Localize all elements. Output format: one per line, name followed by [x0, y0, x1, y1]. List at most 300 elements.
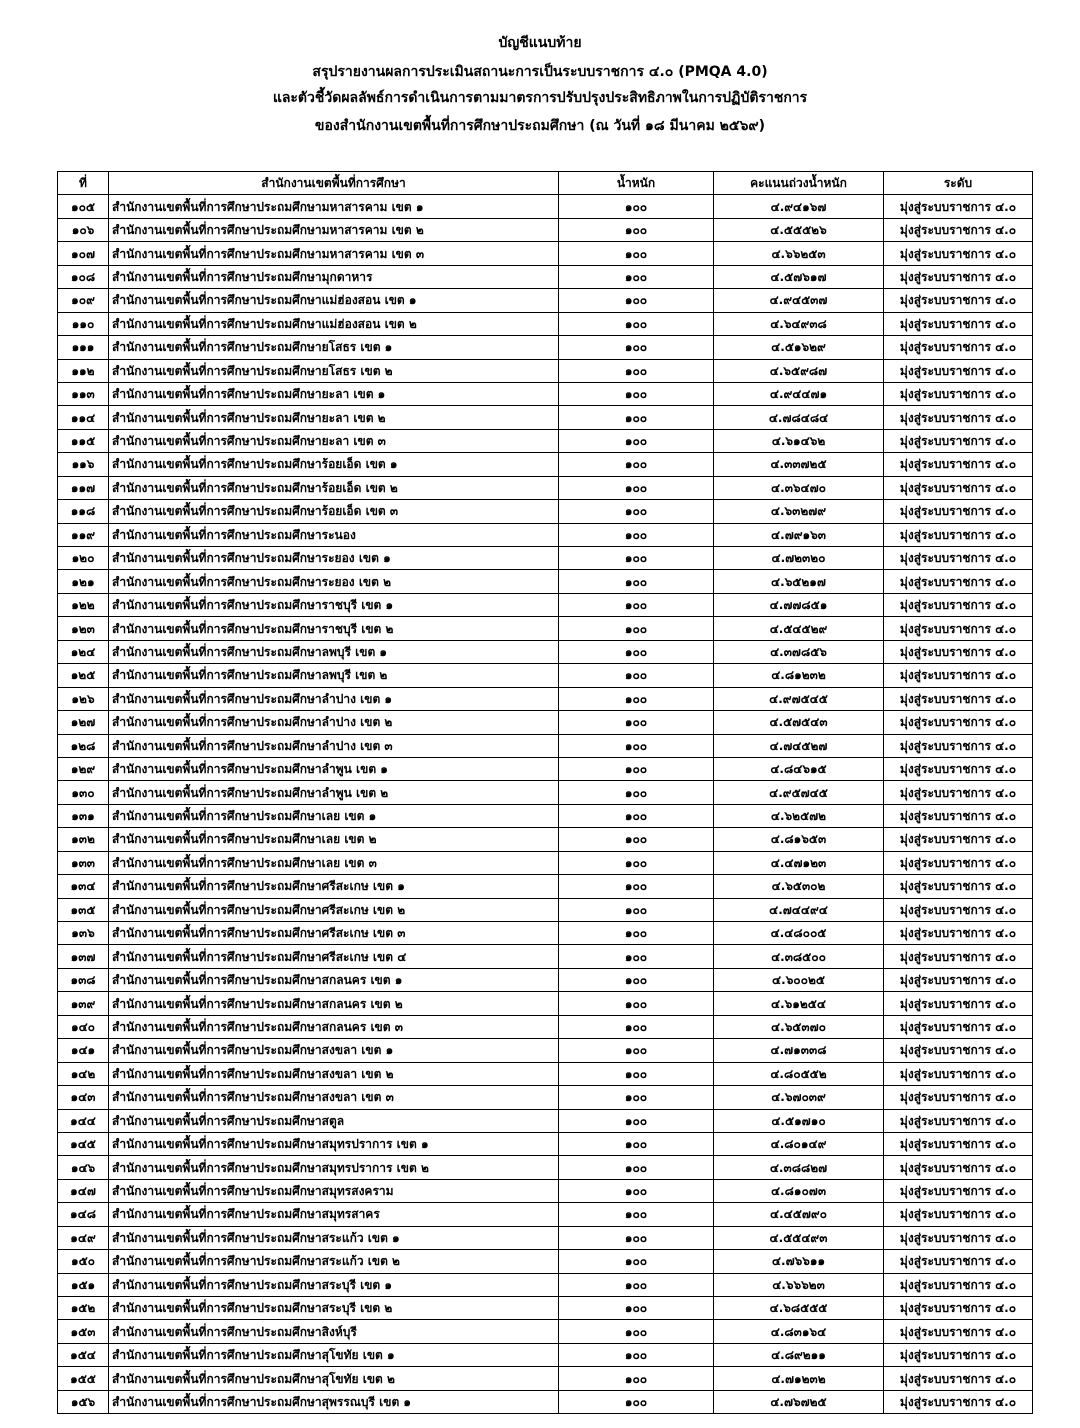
table-row: [58, 922, 1033, 945]
row-number: ๑๑๘: [58, 500, 109, 523]
table-row: [58, 711, 1033, 734]
table-row: [58, 1297, 1033, 1320]
row-number: ๑๔๗: [58, 1179, 109, 1202]
level-cell: มุ่งสู่ระบบราชการ ๔.๐: [884, 406, 1033, 429]
table-row: [58, 804, 1033, 827]
weighted-score-cell: ๔.๗๙๑๖๓: [714, 523, 884, 546]
level-cell: มุ่งสู่ระบบราชการ ๔.๐: [884, 1367, 1033, 1390]
office-name: สำนักงานเขตพื้นที่การศึกษาประถมศึกษาสระบุรี เขต ๒: [109, 1297, 559, 1320]
weight-cell: ๑๐๐: [559, 1320, 714, 1343]
weight-cell: ๑๐๐: [559, 711, 714, 734]
weight-cell: ๑๐๐: [559, 429, 714, 452]
level-cell: มุ่งสู่ระบบราชการ ๔.๐: [884, 1109, 1033, 1132]
weight-cell: ๑๐๐: [559, 593, 714, 616]
office-name: สำนักงานเขตพื้นที่การศึกษาประถมศึกษาศรีสะเกษ เขต ๔: [109, 945, 559, 968]
level-cell: มุ่งสู่ระบบราชการ ๔.๐: [884, 711, 1033, 734]
weighted-score-cell: ๔.๙๔๕๓๗: [714, 289, 884, 312]
row-number: ๑๒๓: [58, 617, 109, 640]
weight-cell: ๑๐๐: [559, 922, 714, 945]
weighted-score-cell: ๔.๘๑๒๓๒: [714, 664, 884, 687]
weight-cell: ๑๐๐: [559, 1062, 714, 1085]
row-number: ๑๕๖: [58, 1390, 109, 1413]
weight-cell: ๑๐๐: [559, 265, 714, 288]
row-number: ๑๒๖: [58, 687, 109, 710]
weighted-score-cell: ๔.๖๕๒๑๗: [714, 570, 884, 593]
table-row: [58, 1203, 1033, 1226]
row-number: ๑๐๕: [58, 195, 109, 218]
weighted-score-cell: ๔.๖๑๔๖๒: [714, 429, 884, 452]
column-header-level: ระดับ: [884, 172, 1033, 195]
row-number: ๑๒๐: [58, 547, 109, 570]
weight-cell: ๑๐๐: [559, 312, 714, 335]
weighted-score-cell: ๔.๖๕๙๘๗: [714, 359, 884, 382]
level-cell: มุ่งสู่ระบบราชการ ๔.๐: [884, 476, 1033, 499]
row-number: ๑๔๘: [58, 1203, 109, 1226]
row-number: ๑๑๓: [58, 382, 109, 405]
office-name: สำนักงานเขตพื้นที่การศึกษาประถมศึกษาราชบุรี เขต ๒: [109, 617, 559, 640]
office-name: สำนักงานเขตพื้นที่การศึกษาประถมศึกษาเลย เขต ๒: [109, 828, 559, 851]
row-number: ๑๑๕: [58, 429, 109, 452]
office-name: สำนักงานเขตพื้นที่การศึกษาประถมศึกษาศรีสะเกษ เขต ๓: [109, 922, 559, 945]
table-row: [58, 1156, 1033, 1179]
level-cell: มุ่งสู่ระบบราชการ ๔.๐: [884, 1203, 1033, 1226]
level-cell: มุ่งสู่ระบบราชการ ๔.๐: [884, 851, 1033, 874]
row-number: ๑๓๐: [58, 781, 109, 804]
row-number: ๑๒๘: [58, 734, 109, 757]
weight-cell: ๑๐๐: [559, 875, 714, 898]
table-row: [58, 336, 1033, 359]
weight-cell: ๑๐๐: [559, 945, 714, 968]
weighted-score-cell: ๔.๔๗๑๒๓: [714, 851, 884, 874]
level-cell: มุ่งสู่ระบบราชการ ๔.๐: [884, 992, 1033, 1015]
row-number: ๑๓๗: [58, 945, 109, 968]
weight-cell: ๑๐๐: [559, 195, 714, 218]
level-cell: มุ่งสู่ระบบราชการ ๔.๐: [884, 1297, 1033, 1320]
weighted-score-cell: ๔.๙๔๑๖๗: [714, 195, 884, 218]
table-row: [58, 1062, 1033, 1085]
weight-cell: ๑๐๐: [559, 804, 714, 827]
level-cell: มุ่งสู่ระบบราชการ ๔.๐: [884, 828, 1033, 851]
office-name: สำนักงานเขตพื้นที่การศึกษาประถมศึกษามหาสารคาม เขต ๒: [109, 218, 559, 241]
table-row: [58, 851, 1033, 874]
table-row: [58, 1226, 1033, 1249]
table-row: [58, 781, 1033, 804]
table-row: [58, 687, 1033, 710]
table-row: [58, 265, 1033, 288]
office-name: สำนักงานเขตพื้นที่การศึกษาประถมศึกษาสระบุรี เขต ๑: [109, 1273, 559, 1296]
weight-cell: ๑๐๐: [559, 1390, 714, 1413]
weight-cell: ๑๐๐: [559, 1367, 714, 1390]
weighted-score-cell: ๔.๗๑๓๓๘: [714, 1039, 884, 1062]
column-header-office: สำนักงานเขตพื้นที่การศึกษา: [109, 172, 559, 195]
level-cell: มุ่งสู่ระบบราชการ ๔.๐: [884, 1156, 1033, 1179]
row-number: ๑๑๗: [58, 476, 109, 499]
row-number: ๑๔๖: [58, 1156, 109, 1179]
table-row: [58, 500, 1033, 523]
weight-cell: ๑๐๐: [559, 1250, 714, 1273]
weighted-score-cell: ๔.๕๕๔๙๓: [714, 1226, 884, 1249]
row-number: ๑๑๑: [58, 336, 109, 359]
office-name: สำนักงานเขตพื้นที่การศึกษาประถมศึกษาศรีสะเกษ เขต ๑: [109, 875, 559, 898]
table-row: [58, 1367, 1033, 1390]
level-cell: มุ่งสู่ระบบราชการ ๔.๐: [884, 875, 1033, 898]
level-cell: มุ่งสู่ระบบราชการ ๔.๐: [884, 312, 1033, 335]
level-cell: มุ่งสู่ระบบราชการ ๔.๐: [884, 1062, 1033, 1085]
weighted-score-cell: ๔.๘๐๑๔๙: [714, 1132, 884, 1155]
level-cell: มุ่งสู่ระบบราชการ ๔.๐: [884, 617, 1033, 640]
table-row: [58, 617, 1033, 640]
office-name: สำนักงานเขตพื้นที่การศึกษาประถมศึกษาสมุทรสาคร: [109, 1203, 559, 1226]
office-name: สำนักงานเขตพื้นที่การศึกษาประถมศึกษามุกดาหาร: [109, 265, 559, 288]
office-name: สำนักงานเขตพื้นที่การศึกษาประถมศึกษาลพบุรี เขต ๒: [109, 664, 559, 687]
table-row: [58, 1273, 1033, 1296]
level-cell: มุ่งสู่ระบบราชการ ๔.๐: [884, 382, 1033, 405]
weight-cell: ๑๐๐: [559, 1086, 714, 1109]
weighted-score-cell: ๔.๖๖๒๕๓: [714, 242, 884, 265]
level-cell: มุ่งสู่ระบบราชการ ๔.๐: [884, 1039, 1033, 1062]
table-row: [58, 992, 1033, 1015]
document-subtitle-1: สรุปรายงานผลการประเมินสถานะการเป็นระบบราชการ ๔.๐ (PMQA 4.0): [312, 64, 768, 80]
level-cell: มุ่งสู่ระบบราชการ ๔.๐: [884, 195, 1033, 218]
level-cell: มุ่งสู่ระบบราชการ ๔.๐: [884, 289, 1033, 312]
level-cell: มุ่งสู่ระบบราชการ ๔.๐: [884, 500, 1033, 523]
office-name: สำนักงานเขตพื้นที่การศึกษาประถมศึกษาระยอง เขต ๑: [109, 547, 559, 570]
table-row: [58, 945, 1033, 968]
weight-cell: ๑๐๐: [559, 1132, 714, 1155]
row-number: ๑๒๕: [58, 664, 109, 687]
weighted-score-cell: ๔.๖๓๒๗๙: [714, 500, 884, 523]
weighted-score-cell: ๔.๖๐๐๒๕: [714, 968, 884, 991]
weight-cell: ๑๐๐: [559, 1179, 714, 1202]
row-number: ๑๓๒: [58, 828, 109, 851]
document-header: [0, 30, 1080, 139]
level-cell: มุ่งสู่ระบบราชการ ๔.๐: [884, 265, 1033, 288]
table-row: [58, 1343, 1033, 1366]
weighted-score-cell: ๔.๓๓๗๒๕: [714, 453, 884, 476]
weight-cell: ๑๐๐: [559, 757, 714, 780]
weighted-score-cell: ๔.๙๗๕๔๕: [714, 687, 884, 710]
level-cell: มุ่งสู่ระบบราชการ ๔.๐: [884, 336, 1033, 359]
weight-cell: ๑๐๐: [559, 1297, 714, 1320]
level-cell: มุ่งสู่ระบบราชการ ๔.๐: [884, 429, 1033, 452]
office-name: สำนักงานเขตพื้นที่การศึกษาประถมศึกษายะลา เขต ๒: [109, 406, 559, 429]
row-number: ๑๕๒: [58, 1297, 109, 1320]
table-row: [58, 218, 1033, 241]
office-name: สำนักงานเขตพื้นที่การศึกษาประถมศึกษาสตูล: [109, 1109, 559, 1132]
weighted-score-cell: ๔.๗๗๘๕๑: [714, 593, 884, 616]
weighted-score-cell: ๔.๘๓๑๖๔: [714, 1320, 884, 1343]
office-name: สำนักงานเขตพื้นที่การศึกษาประถมศึกษาสระแก้ว เขต ๒: [109, 1250, 559, 1273]
weight-cell: ๑๐๐: [559, 1226, 714, 1249]
weighted-score-cell: ๔.๗๖๗๒๕: [714, 1390, 884, 1413]
row-number: ๑๒๑: [58, 570, 109, 593]
level-cell: มุ่งสู่ระบบราชการ ๔.๐: [884, 593, 1033, 616]
office-name: สำนักงานเขตพื้นที่การศึกษาประถมศึกษาสกลนคร เขต ๓: [109, 1015, 559, 1038]
office-name: สำนักงานเขตพื้นที่การศึกษาประถมศึกษาราชบุรี เขต ๑: [109, 593, 559, 616]
weighted-score-cell: ๔.๖๕๓๗๐: [714, 1015, 884, 1038]
level-cell: มุ่งสู่ระบบราชการ ๔.๐: [884, 218, 1033, 241]
row-number: ๑๑๙: [58, 523, 109, 546]
level-cell: มุ่งสู่ระบบราชการ ๔.๐: [884, 640, 1033, 663]
row-number: ๑๔๙: [58, 1226, 109, 1249]
table-row: [58, 1250, 1033, 1273]
row-number: ๑๔๕: [58, 1132, 109, 1155]
weighted-score-cell: ๔.๖๔๙๓๘: [714, 312, 884, 335]
office-name: สำนักงานเขตพื้นที่การศึกษาประถมศึกษาสงขลา เขต ๒: [109, 1062, 559, 1085]
weighted-score-cell: ๔.๗๔๕๒๗: [714, 734, 884, 757]
office-name: สำนักงานเขตพื้นที่การศึกษาประถมศึกษาสงขลา เขต ๓: [109, 1086, 559, 1109]
level-cell: มุ่งสู่ระบบราชการ ๔.๐: [884, 1086, 1033, 1109]
weight-cell: ๑๐๐: [559, 734, 714, 757]
level-cell: มุ่งสู่ระบบราชการ ๔.๐: [884, 804, 1033, 827]
row-number: ๑๕๓: [58, 1320, 109, 1343]
level-cell: มุ่งสู่ระบบราชการ ๔.๐: [884, 687, 1033, 710]
weighted-score-cell: ๔.๓๖๔๗๐: [714, 476, 884, 499]
office-name: สำนักงานเขตพื้นที่การศึกษาประถมศึกษามหาสารคาม เขต ๑: [109, 195, 559, 218]
table-row: [58, 359, 1033, 382]
weighted-score-cell: ๔.๖๒๕๗๒: [714, 804, 884, 827]
row-number: ๑๕๕: [58, 1367, 109, 1390]
weight-cell: ๑๐๐: [559, 242, 714, 265]
row-number: ๑๐๖: [58, 218, 109, 241]
weight-cell: ๑๐๐: [559, 664, 714, 687]
weight-cell: ๑๐๐: [559, 828, 714, 851]
row-number: ๑๐๘: [58, 265, 109, 288]
weighted-score-cell: ๔.๔๘๐๐๕: [714, 922, 884, 945]
row-number: ๑๒๒: [58, 593, 109, 616]
row-number: ๑๐๙: [58, 289, 109, 312]
table-row: [58, 640, 1033, 663]
weight-cell: ๑๐๐: [559, 1109, 714, 1132]
table-row: [58, 968, 1033, 991]
office-name: สำนักงานเขตพื้นที่การศึกษาประถมศึกษาร้อยเอ็ด เขต ๓: [109, 500, 559, 523]
office-name: สำนักงานเขตพื้นที่การศึกษาประถมศึกษาลำปาง เขต ๑: [109, 687, 559, 710]
table-body: [58, 195, 1033, 1414]
table-row: [58, 593, 1033, 616]
office-name: สำนักงานเขตพื้นที่การศึกษาประถมศึกษายะลา เขต ๓: [109, 429, 559, 452]
results-table: [57, 171, 1033, 1414]
column-header-no: ที่: [58, 172, 109, 195]
table-row: [58, 898, 1033, 921]
level-cell: มุ่งสู่ระบบราชการ ๔.๐: [884, 664, 1033, 687]
office-name: สำนักงานเขตพื้นที่การศึกษาประถมศึกษาสุพรรณบุรี เขต ๑: [109, 1390, 559, 1413]
table-row: [58, 523, 1033, 546]
weighted-score-cell: ๔.๘๐๕๕๒: [714, 1062, 884, 1085]
weighted-score-cell: ๔.๗๖๖๑๑: [714, 1250, 884, 1273]
table-row: [58, 195, 1033, 218]
table-row: [58, 1086, 1033, 1109]
level-cell: มุ่งสู่ระบบราชการ ๔.๐: [884, 1250, 1033, 1273]
row-number: ๑๔๔: [58, 1109, 109, 1132]
level-cell: มุ่งสู่ระบบราชการ ๔.๐: [884, 898, 1033, 921]
table-row: [58, 1039, 1033, 1062]
office-name: สำนักงานเขตพื้นที่การศึกษาประถมศึกษาลำพูน เขต ๒: [109, 781, 559, 804]
level-cell: มุ่งสู่ระบบราชการ ๔.๐: [884, 922, 1033, 945]
row-number: ๑๔๐: [58, 1015, 109, 1038]
row-number: ๑๓๘: [58, 968, 109, 991]
weighted-score-cell: ๔.๗๔๔๙๔: [714, 898, 884, 921]
office-name: สำนักงานเขตพื้นที่การศึกษาประถมศึกษายะลา เขต ๑: [109, 382, 559, 405]
office-name: สำนักงานเขตพื้นที่การศึกษาประถมศึกษาเลย เขต ๑: [109, 804, 559, 827]
row-number: ๑๓๑: [58, 804, 109, 827]
level-cell: มุ่งสู่ระบบราชการ ๔.๐: [884, 1015, 1033, 1038]
weighted-score-cell: ๔.๘๑๐๗๓: [714, 1179, 884, 1202]
level-cell: มุ่งสู่ระบบราชการ ๔.๐: [884, 1343, 1033, 1366]
table-row: [58, 1132, 1033, 1155]
row-number: ๑๒๙: [58, 757, 109, 780]
table-row: [58, 382, 1033, 405]
weight-cell: ๑๐๐: [559, 1273, 714, 1296]
weight-cell: ๑๐๐: [559, 406, 714, 429]
weight-cell: ๑๐๐: [559, 851, 714, 874]
row-number: ๑๓๙: [58, 992, 109, 1015]
weight-cell: ๑๐๐: [559, 218, 714, 241]
office-name: สำนักงานเขตพื้นที่การศึกษาประถมศึกษาร้อยเอ็ด เขต ๑: [109, 453, 559, 476]
office-name: สำนักงานเขตพื้นที่การศึกษาประถมศึกษาระนอง: [109, 523, 559, 546]
office-name: สำนักงานเขตพื้นที่การศึกษาประถมศึกษาระยอง เขต ๒: [109, 570, 559, 593]
weighted-score-cell: ๔.๕๑๗๑๐: [714, 1109, 884, 1132]
office-name: สำนักงานเขตพื้นที่การศึกษาประถมศึกษาสงขลา เขต ๑: [109, 1039, 559, 1062]
row-number: ๑๓๓: [58, 851, 109, 874]
table-row: [58, 734, 1033, 757]
document-subtitle-2: และตัวชี้วัดผลลัพธ์การดำเนินการตามมาตรการปรับปรุงประสิทธิภาพในการปฏิบัติราชการ: [272, 90, 808, 106]
document-subtitle-3: ของสำนักงานเขตพื้นที่การศึกษาประถมศึกษา (ณ วันที่ ๑๘ มีนาคม ๒๕๖๙): [314, 118, 766, 134]
weighted-score-cell: ๔.๕๑๖๒๙: [714, 336, 884, 359]
weight-cell: ๑๐๐: [559, 476, 714, 499]
table-row: [58, 664, 1033, 687]
office-name: สำนักงานเขตพื้นที่การศึกษาประถมศึกษาร้อยเอ็ด เขต ๒: [109, 476, 559, 499]
weight-cell: ๑๐๐: [559, 781, 714, 804]
table-row: [58, 453, 1033, 476]
weight-cell: ๑๐๐: [559, 968, 714, 991]
weighted-score-cell: ๔.๕๗๖๑๗: [714, 265, 884, 288]
row-number: ๑๔๑: [58, 1039, 109, 1062]
office-name: สำนักงานเขตพื้นที่การศึกษาประถมศึกษาสกลนคร เขต ๑: [109, 968, 559, 991]
level-cell: มุ่งสู่ระบบราชการ ๔.๐: [884, 968, 1033, 991]
weight-cell: ๑๐๐: [559, 1203, 714, 1226]
row-number: ๑๓๔: [58, 875, 109, 898]
weight-cell: ๑๐๐: [559, 523, 714, 546]
document-title: บัญชีแนบท้าย: [498, 35, 582, 51]
weighted-score-cell: ๔.๕๗๕๔๓: [714, 711, 884, 734]
row-number: ๑๑๒: [58, 359, 109, 382]
table-row: [58, 289, 1033, 312]
office-name: สำนักงานเขตพื้นที่การศึกษาประถมศึกษาลำปาง เขต ๓: [109, 734, 559, 757]
table-row: [58, 312, 1033, 335]
row-number: ๑๔๒: [58, 1062, 109, 1085]
level-cell: มุ่งสู่ระบบราชการ ๔.๐: [884, 1320, 1033, 1343]
row-number: ๑๕๔: [58, 1343, 109, 1366]
level-cell: มุ่งสู่ระบบราชการ ๔.๐: [884, 1179, 1033, 1202]
level-cell: มุ่งสู่ระบบราชการ ๔.๐: [884, 757, 1033, 780]
office-name: สำนักงานเขตพื้นที่การศึกษาประถมศึกษาศรีสะเกษ เขต ๒: [109, 898, 559, 921]
weighted-score-cell: ๔.๓๗๘๕๖: [714, 640, 884, 663]
row-number: ๑๑๐: [58, 312, 109, 335]
office-name: สำนักงานเขตพื้นที่การศึกษาประถมศึกษาสกลนคร เขต ๒: [109, 992, 559, 1015]
table-row: [58, 875, 1033, 898]
weighted-score-cell: ๔.๗๑๒๓๒: [714, 1367, 884, 1390]
office-name: สำนักงานเขตพื้นที่การศึกษาประถมศึกษาลำพูน เขต ๑: [109, 757, 559, 780]
level-cell: มุ่งสู่ระบบราชการ ๔.๐: [884, 945, 1033, 968]
weight-cell: ๑๐๐: [559, 547, 714, 570]
weight-cell: ๑๐๐: [559, 500, 714, 523]
table-row: [58, 757, 1033, 780]
level-cell: มุ่งสู่ระบบราชการ ๔.๐: [884, 547, 1033, 570]
weight-cell: ๑๐๐: [559, 570, 714, 593]
weighted-score-cell: ๔.๓๘๕๐๐: [714, 945, 884, 968]
level-cell: มุ่งสู่ระบบราชการ ๔.๐: [884, 1132, 1033, 1155]
weighted-score-cell: ๔.๓๘๘๒๗: [714, 1156, 884, 1179]
level-cell: มุ่งสู่ระบบราชการ ๔.๐: [884, 781, 1033, 804]
weighted-score-cell: ๔.๖๘๕๕๕: [714, 1297, 884, 1320]
table-row: [58, 570, 1033, 593]
row-number: ๑๒๔: [58, 640, 109, 663]
weighted-score-cell: ๔.๘๔๖๑๕: [714, 757, 884, 780]
office-name: สำนักงานเขตพื้นที่การศึกษาประถมศึกษาเลย เขต ๓: [109, 851, 559, 874]
weighted-score-cell: ๔.๘๙๒๑๑: [714, 1343, 884, 1366]
office-name: สำนักงานเขตพื้นที่การศึกษาประถมศึกษายโสธร เขต ๒: [109, 359, 559, 382]
row-number: ๑๑๔: [58, 406, 109, 429]
weighted-score-cell: ๔.๕๕๕๒๖: [714, 218, 884, 241]
weight-cell: ๑๐๐: [559, 687, 714, 710]
row-number: ๑๓๖: [58, 922, 109, 945]
level-cell: มุ่งสู่ระบบราชการ ๔.๐: [884, 734, 1033, 757]
weighted-score-cell: ๔.๖๑๒๕๔: [714, 992, 884, 1015]
level-cell: มุ่งสู่ระบบราชการ ๔.๐: [884, 1226, 1033, 1249]
weight-cell: ๑๐๐: [559, 898, 714, 921]
level-cell: มุ่งสู่ระบบราชการ ๔.๐: [884, 523, 1033, 546]
weighted-score-cell: ๔.๖๕๓๐๒: [714, 875, 884, 898]
weight-cell: ๑๐๐: [559, 382, 714, 405]
level-cell: มุ่งสู่ระบบราชการ ๔.๐: [884, 570, 1033, 593]
office-name: สำนักงานเขตพื้นที่การศึกษาประถมศึกษาสุโขทัย เขต ๑: [109, 1343, 559, 1366]
level-cell: มุ่งสู่ระบบราชการ ๔.๐: [884, 1273, 1033, 1296]
office-name: สำนักงานเขตพื้นที่การศึกษาประถมศึกษาสมุทรปราการ เขต ๑: [109, 1132, 559, 1155]
office-name: สำนักงานเขตพื้นที่การศึกษาประถมศึกษาสมุทรสงคราม: [109, 1179, 559, 1202]
office-name: สำนักงานเขตพื้นที่การศึกษาประถมศึกษาสมุทรปราการ เขต ๒: [109, 1156, 559, 1179]
table-row: [58, 406, 1033, 429]
row-number: ๑๕๐: [58, 1250, 109, 1273]
office-name: สำนักงานเขตพื้นที่การศึกษาประถมศึกษาลำปาง เขต ๒: [109, 711, 559, 734]
weight-cell: ๑๐๐: [559, 1343, 714, 1366]
row-number: ๑๔๓: [58, 1086, 109, 1109]
level-cell: มุ่งสู่ระบบราชการ ๔.๐: [884, 1390, 1033, 1413]
weighted-score-cell: ๔.๙๕๗๔๕: [714, 781, 884, 804]
weight-cell: ๑๐๐: [559, 992, 714, 1015]
row-number: ๑๑๖: [58, 453, 109, 476]
weight-cell: ๑๐๐: [559, 1039, 714, 1062]
table-row: [58, 1015, 1033, 1038]
table-row: [58, 1109, 1033, 1132]
row-number: ๑๓๕: [58, 898, 109, 921]
table-row: [58, 828, 1033, 851]
level-cell: มุ่งสู่ระบบราชการ ๔.๐: [884, 359, 1033, 382]
weighted-score-cell: ๔.๙๔๔๗๑: [714, 382, 884, 405]
table-row: [58, 1179, 1033, 1202]
weight-cell: ๑๐๐: [559, 336, 714, 359]
office-name: สำนักงานเขตพื้นที่การศึกษาประถมศึกษามหาสารคาม เขต ๓: [109, 242, 559, 265]
weighted-score-cell: ๔.๔๕๗๙๐: [714, 1203, 884, 1226]
weight-cell: ๑๐๐: [559, 640, 714, 663]
weighted-score-cell: ๔.๘๑๖๕๓: [714, 828, 884, 851]
weighted-score-cell: ๔.๖๗๐๓๙: [714, 1086, 884, 1109]
weight-cell: ๑๐๐: [559, 1156, 714, 1179]
table-row: [58, 547, 1033, 570]
weight-cell: ๑๐๐: [559, 289, 714, 312]
weight-cell: ๑๐๐: [559, 1015, 714, 1038]
office-name: สำนักงานเขตพื้นที่การศึกษาประถมศึกษาแม่ฮ่องสอน เขต ๑: [109, 289, 559, 312]
row-number: ๑๐๗: [58, 242, 109, 265]
